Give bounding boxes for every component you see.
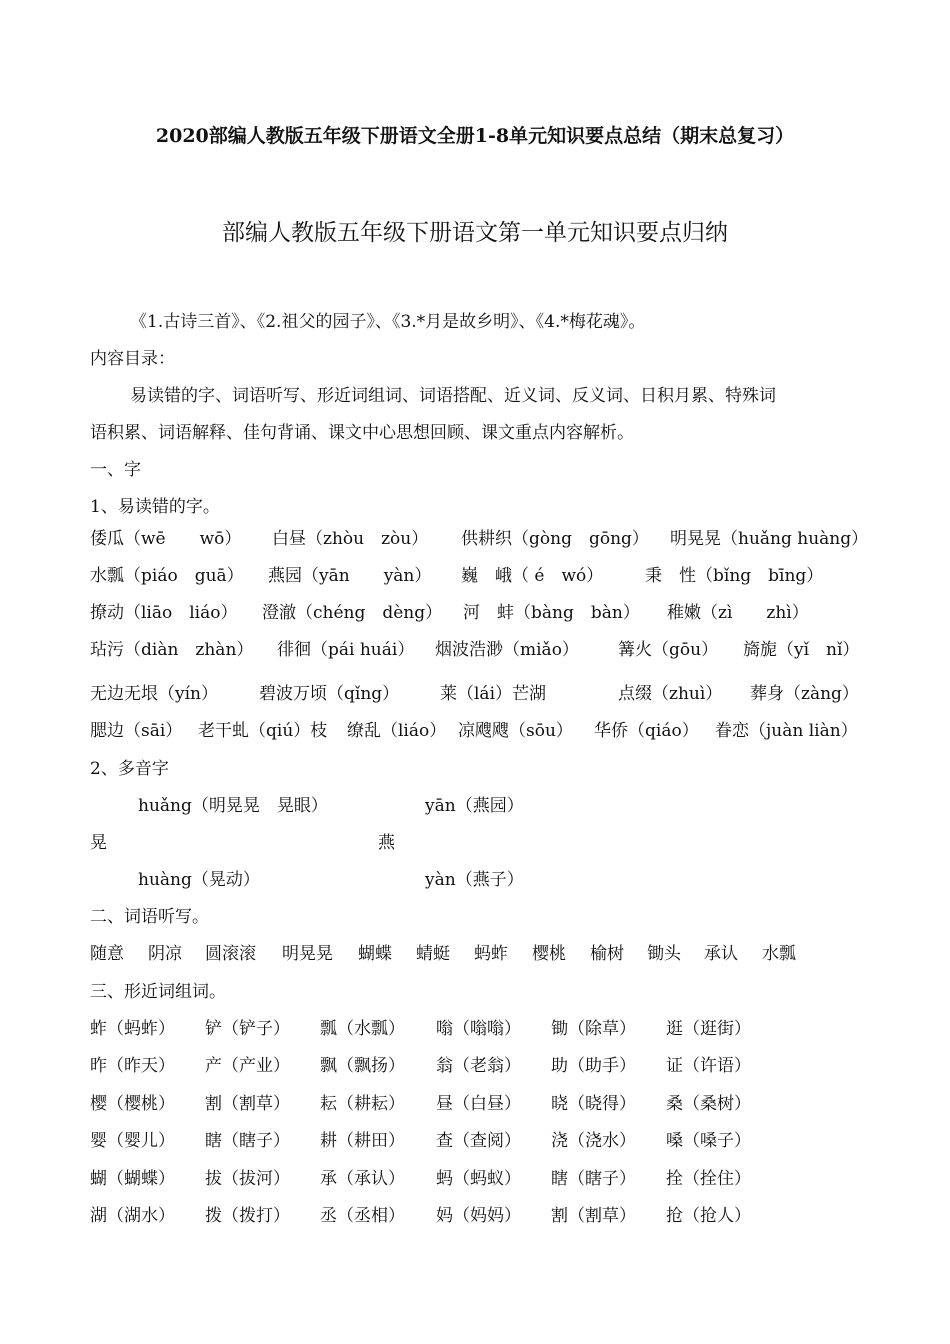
similar-item: 湖（湖水）: [90, 1206, 175, 1226]
similar-item: 瓢（水瓢）: [320, 1019, 405, 1039]
similar-item: 拴（拴住）: [666, 1169, 751, 1189]
pron-item: 供耕织（gòng gōng）: [461, 529, 649, 549]
similar-item: 蚱（蚂蚱）: [90, 1019, 175, 1039]
similar-item: 飘（飘扬）: [320, 1056, 405, 1076]
similar-item: 割（割草）: [551, 1206, 636, 1226]
similar-item: 查（查阅）: [436, 1131, 521, 1151]
pron-item: 玷污（diàn zhàn）: [90, 640, 254, 660]
similar-item: 翁（老翁）: [436, 1056, 521, 1076]
pron-item: 河 蚌（bàng bàn）: [463, 603, 640, 623]
similar-item: 拔（拔河）: [205, 1169, 290, 1189]
pron-item: 稚嫩（zì zhì）: [667, 603, 809, 623]
pron-item: 腮边（sāi）: [90, 721, 183, 741]
dictation-word: 锄头: [647, 944, 681, 964]
pron-item: 烟波浩渺（miǎo）: [435, 640, 579, 660]
toc-line-2: 语积累、词语解释、佳句背诵、课文中心思想回顾、课文重点内容解析。: [90, 423, 634, 443]
section-heading-similar-chars: 三、形近词组词。: [90, 982, 226, 1002]
pron-item: 澄澈（chéng dèng）: [262, 603, 443, 623]
similar-item: 耘（耕耘）: [320, 1094, 405, 1114]
similar-item: 拨（拨打）: [205, 1206, 290, 1226]
dictation-word: 圆滚滚: [205, 944, 256, 964]
section-heading-dictation: 二、词语听写。: [90, 907, 209, 927]
dictation-word: 明晃晃: [282, 944, 333, 964]
similar-item: 抢（抢人）: [666, 1206, 751, 1226]
similar-item: 锄（除草）: [551, 1019, 636, 1039]
similar-item: 承（承认）: [320, 1169, 405, 1189]
pron-item: 篝火（gōu）: [618, 640, 719, 660]
pron-item: 秉 性（bǐng bīng）: [645, 566, 824, 586]
dictation-word: 水瓢: [762, 944, 796, 964]
polyphone-char: 燕: [378, 833, 395, 853]
document-title: 2020部编人教版五年级下册语文全册1-8单元知识要点总结（期末总复习）: [155, 125, 795, 147]
dictation-word: 樱桃: [532, 944, 566, 964]
pron-item: 无边无垠（yín）: [90, 684, 218, 704]
dictation-word: 蜻蜓: [416, 944, 450, 964]
similar-item: 铲（铲子）: [205, 1019, 290, 1039]
pron-item: 明晃晃（huǎng huàng）: [670, 529, 869, 549]
pron-item: 倭瓜（wē wō）: [90, 529, 242, 549]
dictation-word: 随意: [90, 944, 124, 964]
similar-item: 昨（昨天）: [90, 1056, 175, 1076]
section-heading-characters: 一、字: [90, 460, 141, 480]
pron-item: 巍 峨（ é wó）: [461, 566, 604, 586]
lesson-list: 《1.古诗三首》、《2.祖父的园子》、《3.*月是故乡明》、《4.*梅花魂》。: [130, 312, 646, 332]
similar-item: 瞎（瞎子）: [551, 1169, 636, 1189]
similar-item: 嗡（嗡嗡）: [436, 1019, 521, 1039]
similar-item: 耕（耕田）: [320, 1131, 405, 1151]
pron-item: 眷恋（juàn liàn）: [715, 721, 858, 741]
similar-item: 瞎（瞎子）: [205, 1131, 290, 1151]
similar-item: 证（许语）: [666, 1056, 751, 1076]
pron-item: 凉飕飕（sōu）: [458, 721, 573, 741]
polyphone-reading: yàn（燕子）: [425, 870, 524, 890]
polyphone-reading: huàng（晃动）: [138, 870, 260, 890]
dictation-word: 榆树: [590, 944, 624, 964]
similar-item: 丞（丞相）: [320, 1206, 405, 1226]
pron-item: 点缀（zhuì）: [618, 684, 723, 704]
pron-item: 华侨（qiáo）: [594, 721, 699, 741]
similar-item: 浇（浇水）: [551, 1131, 636, 1151]
pron-item: 撩动（liāo liáo）: [90, 603, 238, 623]
similar-item: 嗓（嗓子）: [666, 1131, 751, 1151]
pron-item: 水瓢（piáo guā）: [90, 566, 244, 586]
toc-label: 内容目录：: [90, 349, 175, 369]
pron-item: 缭乱（liáo）: [347, 721, 447, 741]
subsection-polyphones: 2、多音字: [90, 759, 169, 779]
similar-item: 婴（婴儿）: [90, 1131, 175, 1151]
polyphone-reading: yān（燕园）: [425, 796, 524, 816]
similar-item: 昼（白昼）: [436, 1094, 521, 1114]
pron-item: 徘徊（pái huái）: [277, 640, 415, 660]
pron-item: 白昼（zhòu zòu）: [272, 529, 429, 549]
similar-item: 晓（晓得）: [551, 1094, 636, 1114]
similar-item: 蚂（蚂蚁）: [436, 1169, 521, 1189]
pron-item: 碧波万顷（qǐng）: [259, 684, 400, 704]
toc-line-1: 易读错的字、词语听写、形近词组词、词语搭配、近义词、反义词、日积月累、特殊词: [130, 386, 776, 406]
similar-item: 割（割草）: [205, 1094, 290, 1114]
subsection-mispronounced: 1、易读错的字。: [90, 497, 220, 517]
pron-item: 莱（lái）芒湖: [440, 684, 547, 704]
dictation-word: 承认: [704, 944, 738, 964]
dictation-word: 阴凉: [148, 944, 182, 964]
pron-item: 老干虬（qiú）枝: [198, 721, 328, 741]
polyphone-char: 晃: [90, 833, 107, 853]
pron-item: 旖旎（yǐ nǐ）: [743, 640, 860, 660]
similar-item: 桑（桑树）: [666, 1094, 751, 1114]
similar-item: 助（助手）: [551, 1056, 636, 1076]
similar-item: 蝴（蝴蝶）: [90, 1169, 175, 1189]
dictation-word: 蝴蝶: [358, 944, 392, 964]
similar-item: 樱（樱桃）: [90, 1094, 175, 1114]
similar-item: 产（产业）: [205, 1056, 290, 1076]
pron-item: 燕园（yān yàn）: [268, 566, 432, 586]
unit-title: 部编人教版五年级下册语文第一单元知识要点归纳: [222, 220, 728, 246]
pron-item: 葬身（zàng）: [750, 684, 859, 704]
similar-item: 妈（妈妈）: [436, 1206, 521, 1226]
similar-item: 逛（逛街）: [666, 1019, 751, 1039]
polyphone-reading: huǎng（明晃晃 晃眼）: [138, 796, 328, 816]
dictation-word: 蚂蚱: [474, 944, 508, 964]
